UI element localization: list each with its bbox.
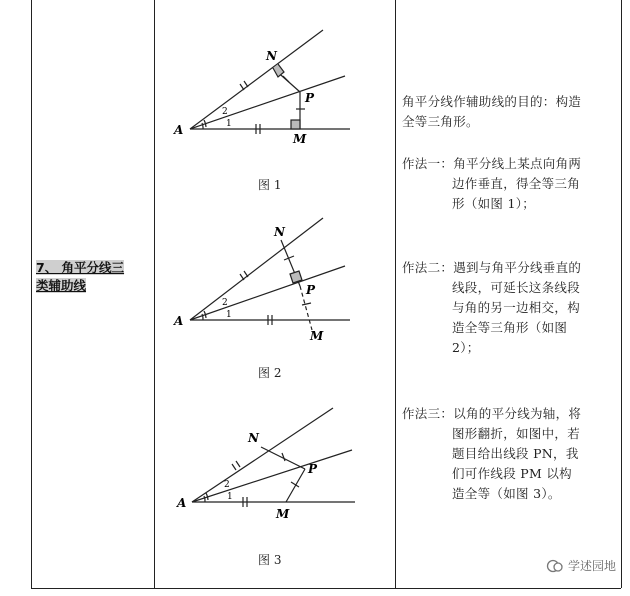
angle-label-1: 1: [226, 310, 232, 320]
right-angle-p: [290, 271, 302, 283]
watermark: [546, 557, 616, 574]
label-a: A: [174, 123, 184, 137]
table-border-left: [31, 0, 32, 588]
ray-bisector: [190, 76, 345, 129]
row-label-line-2: 类辅助线: [36, 278, 87, 293]
label-p: P: [306, 283, 316, 297]
figure-3-diagram: [160, 398, 396, 528]
right-angle-m: [291, 120, 300, 129]
row-label: [36, 259, 152, 295]
label-n: N: [274, 225, 285, 239]
ray-upper: [190, 30, 323, 129]
angle-label-1: 1: [226, 119, 232, 129]
watermark-text: 学述园地: [567, 559, 616, 573]
table-divider-1: [154, 0, 155, 588]
ray-bisector: [190, 266, 345, 320]
label-m: M: [293, 132, 307, 146]
angle-label-2: 2: [224, 480, 230, 490]
label-a: A: [177, 496, 187, 510]
table-border-bottom: [31, 588, 621, 589]
label-n: N: [248, 431, 259, 445]
method-2-text: 作法二：遇到与角平分线垂直的 线段，可延长这条线段 与角的另一边相交，构 造全等三角形（如图 2）；: [402, 260, 582, 355]
angle-label-1: 1: [227, 492, 233, 502]
figure-2-diagram: [160, 208, 396, 348]
method-3-text: 作法三：以角的平分线为轴，将 图形翻折，如图中，若 题目给出线段 PN，我 们可作线段 PM 以构 造全等（如图 3）。: [402, 406, 582, 501]
label-m: M: [310, 329, 324, 343]
figure-1-caption: 图 1: [258, 178, 282, 192]
angle-label-2: 2: [222, 107, 228, 117]
purpose-text: 角平分线作辅助线的目的：构造 全等三角形。: [402, 94, 582, 129]
angle-label-2: 2: [222, 298, 228, 308]
label-p: P: [308, 462, 318, 476]
table-border-right: [621, 0, 622, 588]
ray-bisector: [192, 450, 352, 502]
figure-3-caption: 图 3: [258, 553, 282, 567]
figure-2-caption: 图 2: [258, 366, 282, 380]
method-1-text: 作法一：角平分线上某点向角两 边作垂直，得全等三角 形（如图 1）；: [402, 156, 582, 211]
label-n: N: [266, 49, 277, 63]
segment-pn: [261, 447, 305, 469]
wechat-official-account-icon: [546, 559, 564, 573]
ray-upper: [192, 408, 333, 502]
figure-1-diagram: [160, 20, 396, 150]
label-p: P: [305, 91, 315, 105]
label-m: M: [276, 507, 290, 521]
row-label-line-1: 7、 角平分线三: [36, 260, 125, 275]
label-a: A: [174, 314, 184, 328]
